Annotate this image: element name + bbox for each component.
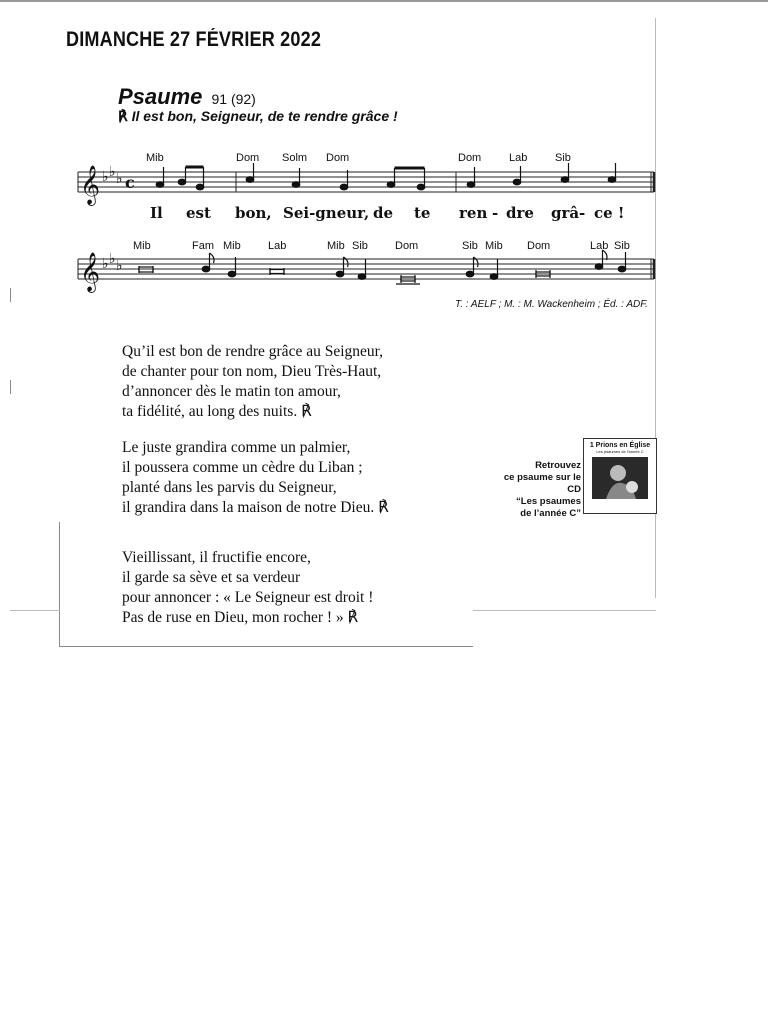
key-signature-flats-icon: [102, 164, 123, 274]
page-title: DIMANCHE 27 FÉVRIER 2022: [66, 28, 322, 51]
chord: Dom: [395, 240, 419, 252]
psalm-number: 91 (92): [211, 91, 256, 107]
chord: Dom: [527, 240, 551, 252]
refrain-text: Il est bon, Seigneur, de te rendre grâce !: [131, 108, 398, 124]
lyric-syllable: ce !: [594, 204, 625, 222]
chord: Dom: [236, 152, 260, 164]
cd-promo-line: Retrouvez: [535, 460, 581, 471]
svg-text:♭: ♭: [109, 164, 116, 180]
scan-bottom-edge: [59, 646, 473, 647]
stanza: [122, 548, 373, 628]
chord: Sib: [555, 152, 571, 164]
cd-promo-line: ce psaume sur le CD: [503, 472, 581, 495]
cd-cover-image: [583, 438, 657, 514]
stanza-line: de chanter pour ton nom, Dieu Très-Haut,: [122, 363, 382, 380]
lyric-syllable: de: [373, 204, 394, 222]
scan-tick: [10, 380, 11, 394]
response-symbol: ℟: [118, 108, 128, 124]
scan-mid-edge: [10, 610, 60, 611]
chord: Sib: [614, 240, 630, 252]
lyric-syllable: bon,: [235, 204, 272, 222]
lyric-syllable: est: [186, 204, 211, 222]
chord: Solm: [282, 152, 308, 164]
chord: Mib: [485, 240, 503, 252]
chord: Dom: [458, 152, 482, 164]
stanza-line: il garde sa sève et sa verdeur: [122, 569, 301, 586]
lyric-syllable: Il: [150, 204, 163, 222]
credits: T. : AELF ; M. : M. Wackenheim ; Éd. : ADF.: [455, 299, 648, 310]
chord: Sib: [462, 240, 478, 252]
svg-text:♭: ♭: [102, 169, 109, 185]
chord: Fam: [192, 240, 214, 252]
stanza-line: Pas de ruse en Dieu, mon rocher ! » ℟: [122, 609, 359, 626]
chord: Dom: [326, 152, 350, 164]
stanza-line: Qu’il est bon de rendre grâce au Seigneur,: [122, 343, 384, 360]
scan-mid-edge-right: [473, 610, 656, 611]
staff-1-chords: [146, 152, 571, 164]
chord: Lab: [268, 240, 287, 252]
cd-promo-text: [497, 460, 581, 520]
chord: Lab: [509, 152, 528, 164]
lyric-syllable: dre: [506, 204, 534, 222]
stanza-line: planté dans les parvis du Seigneur,: [122, 479, 337, 496]
stanza-line: Le juste grandira comme un palmier,: [122, 439, 351, 456]
scan-left-edge: [59, 522, 60, 646]
lyric-syllable: Sei-gneur,: [283, 204, 370, 222]
cd-cover-brand: 1 Prions en Église: [589, 442, 651, 449]
stanza-line: il poussera comme un cèdre du Liban ;: [122, 459, 363, 476]
common-time-icon: c: [125, 173, 135, 192]
music-score: [0, 0, 768, 330]
chord: Mib: [146, 152, 164, 164]
cd-promo-line: de l’année C”: [520, 508, 581, 519]
chord: Mib: [133, 240, 151, 252]
stanza-line: ta fidélité, au long des nuits. ℟: [122, 403, 312, 420]
svg-text:♭: ♭: [116, 258, 123, 274]
stanza-line: Vieillissant, il fructifie encore,: [122, 549, 311, 566]
cd-cover-subtitle: Les psaumes de l’année C: [596, 449, 644, 454]
psalm-title: Psaume: [118, 84, 203, 109]
treble-clef-icon: 𝄞: [80, 165, 101, 205]
svg-text:♭: ♭: [102, 256, 109, 272]
lyric-syllable: -: [492, 204, 499, 222]
staff-2-chords: [133, 240, 630, 252]
staff-1-lyrics: [150, 204, 624, 222]
lyric-syllable: grâ: [551, 204, 580, 222]
treble-clef-icon: 𝄞: [80, 252, 101, 292]
chord: Sib: [352, 240, 368, 252]
svg-text:♭: ♭: [109, 251, 116, 267]
cd-cover-art-icon: [592, 457, 648, 499]
stanza-line: d’annoncer dès le matin ton amour,: [122, 383, 341, 400]
chord: Mib: [223, 240, 241, 252]
lyric-syllable: ren: [459, 204, 488, 222]
lyric-syllable: -: [579, 204, 586, 222]
staff-1-notes: [156, 163, 616, 190]
lyric-syllable: te: [414, 204, 431, 222]
stanza: [122, 438, 389, 518]
stanza: [122, 342, 383, 422]
svg-text:♭: ♭: [116, 171, 123, 187]
cd-promo-line: “Les psaumes: [516, 496, 581, 507]
chord: Lab: [590, 240, 609, 252]
cd-cover-photo: [592, 457, 648, 499]
chord: Mib: [327, 240, 345, 252]
stanza-line: il grandira dans la maison de notre Dieu. ℟: [122, 499, 389, 516]
stanza-line: pour annoncer : « Le Seigneur est droit !: [122, 589, 374, 606]
